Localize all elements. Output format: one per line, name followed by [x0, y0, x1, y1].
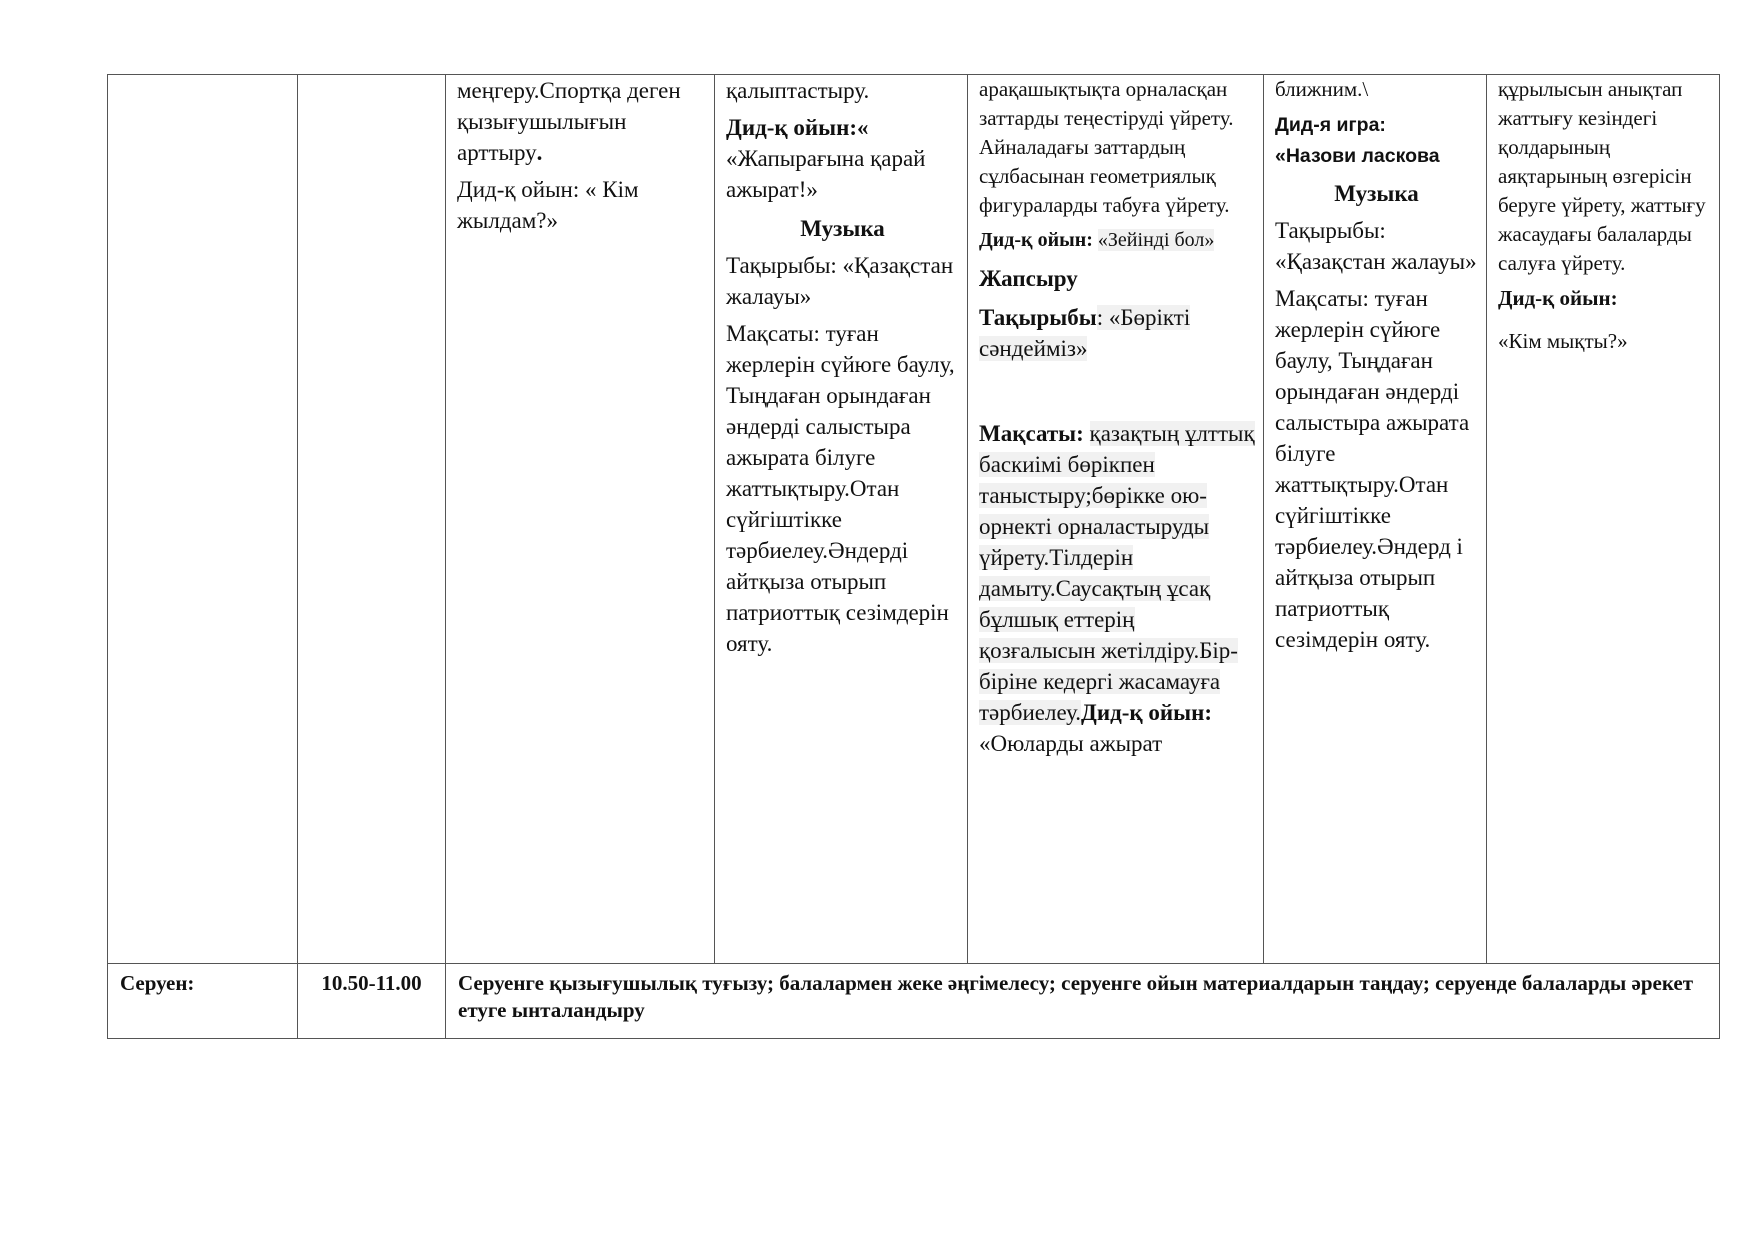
activity-text: қалыптастыру. — [726, 78, 870, 103]
game-label: Дид-қ ойын: — [1498, 286, 1618, 310]
game-name: «Жапырағына қарай ажырат!» — [726, 146, 926, 202]
game-label: Дид-я игра: — [1275, 114, 1386, 136]
empty-cell — [298, 75, 446, 964]
game-label: Дид-қ ойын: — [457, 177, 580, 202]
schedule-table — [107, 74, 1720, 1039]
game-name: « Кім жылдам?» — [457, 177, 639, 233]
game-label: Дид-қ ойын: — [979, 229, 1093, 251]
walk-time-cell — [298, 964, 446, 1039]
goal-text: Мақсаты: туған жерлерін сүйюге баулу, Тыңдаған орындаған әндерді салыстыра ажырата білуге жаттықтыру.Отан сүйгіштікке тәрбиелеу.Әндерді айтқыза отырып патриоттық сезімдерін ояту. — [726, 321, 955, 656]
section-heading: Музыка — [800, 216, 885, 241]
table-row — [108, 964, 1720, 1039]
empty-cell — [108, 75, 298, 964]
activity-cell-3 — [968, 75, 1264, 964]
activity-cell-4 — [1264, 75, 1487, 964]
walk-label: Серуен: — [120, 971, 195, 995]
period: . — [536, 140, 543, 165]
activity-text: арақашықтықта орналасқан заттарды теңестіруді үйрету. Айналадағы заттардың сұлбасынан геометриялық фигураларды табуға үйрету. — [979, 77, 1234, 217]
topic-text: : «Бөрікті сәндейміз» — [979, 305, 1191, 361]
game-label: Дид-қ ойын:« — [726, 115, 869, 140]
topic-text: Тақырыбы: «Қазақстан жалауы» — [726, 253, 954, 309]
topic-text: Тақырыбы: «Қазақстан жалауы» — [1275, 218, 1477, 274]
game-name: «Назови ласкова — [1275, 145, 1440, 167]
goal-text: Мақсаты: туған жерлерін сүйюге баулу, Тыңдаған орындаған әндерді салыстыра ажырата білуге жаттықтыру.Отан сүйгіштікке тәрбиелеу.Әндерд і айтқыза отырып патриоттық сезімдерін ояту. — [1275, 286, 1470, 652]
goal-label: Мақсаты: — [979, 421, 1084, 446]
walk-description: Серуенге қызығушылық туғызу; балалармен жеке әңгімелесу; серуенге ойын материалдарын таңдау; серуенде балаларды әрекет етуге ынталандыру — [458, 971, 1694, 1022]
game-name: «Оюларды ажырат — [979, 731, 1163, 756]
activity-cell-5 — [1487, 75, 1720, 964]
topic-label: Тақырыбы — [979, 305, 1097, 330]
activity-cell-1 — [446, 75, 715, 964]
section-heading: Жапсыру — [979, 266, 1078, 291]
table-row — [108, 75, 1720, 964]
game-name: «Кім мықты?» — [1498, 329, 1628, 353]
activity-text: құрылысын анықтап жаттығу кезіндегі қолдарының аяқтарының өзгерісін беруге үйрету, жаттығу жасаудағы балаларды салуға үйрету. — [1498, 77, 1706, 275]
walk-description-cell — [446, 964, 1720, 1039]
game-name: «Зейінді бол» — [1097, 229, 1215, 251]
walk-time: 10.50-11.00 — [321, 971, 422, 995]
activity-text: меңгеру.Спортқа деген қызығушылығын арттыру — [457, 78, 681, 165]
activity-text: ближним.\ — [1275, 77, 1369, 101]
section-heading: Музыка — [1334, 181, 1419, 206]
game-label: Дид-қ ойын: — [1081, 700, 1213, 725]
walk-label-cell — [108, 964, 298, 1039]
goal-text: қазақтың ұлттық баскиімі бөрікпен таныстыру;бөрікке ою-орнекті орналастыруды үйрету.Тілдерін дамыту.Саусақтың ұсақ бұлшық еттерің қозғалысын жетілдіру.Бір-біріне кедергі жасамауға тәрбиелеу. — [979, 421, 1255, 725]
activity-cell-2 — [715, 75, 968, 964]
